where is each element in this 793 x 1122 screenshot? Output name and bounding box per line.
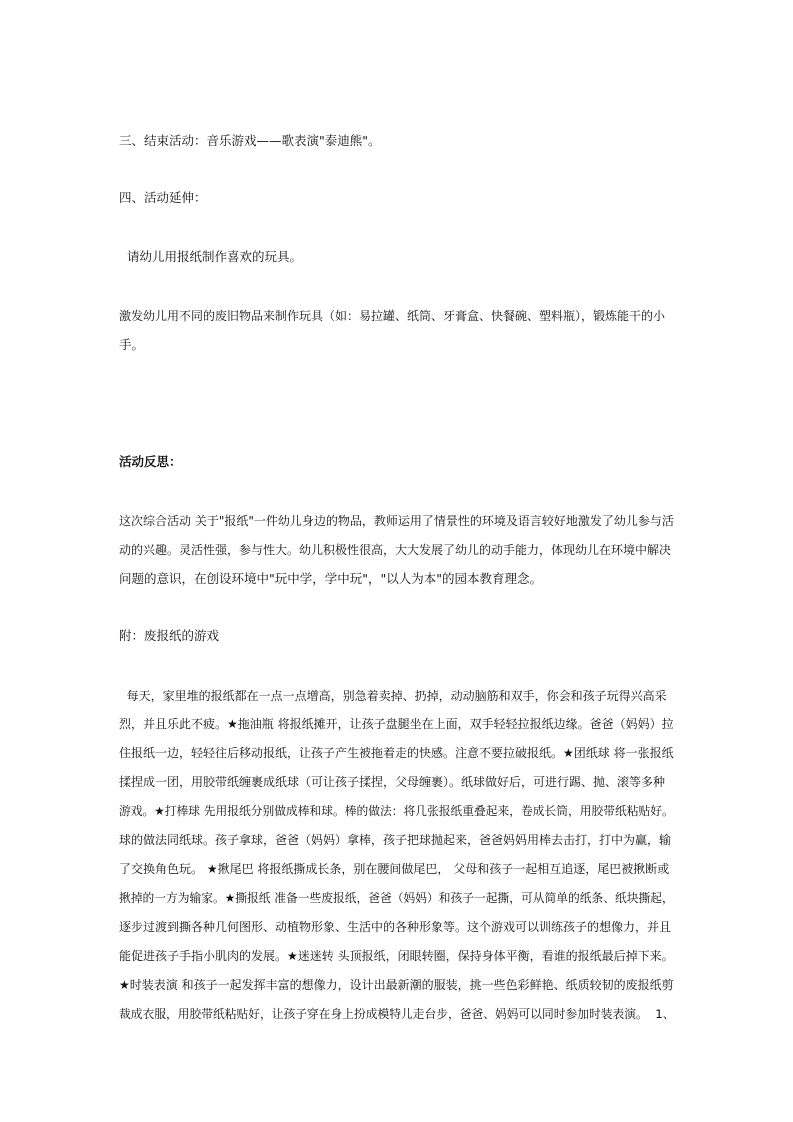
appendix-line-2: 烈，并且乐此不疲。★拖油瓶 将报纸摊开，让孩子盘腿坐在上面，双手轻轻拉报纸边缘。爸爸（妈妈）拉 bbox=[119, 717, 674, 731]
section-4-paragraph-2-line-2: 手。 bbox=[119, 337, 145, 352]
appendix-line-12: 裁成衣服，用胶带纸粘贴好，让孩子穿在身上扮成模特儿走台步，爸爸、妈妈可以同时参加时装表演。 1、 bbox=[119, 1007, 675, 1021]
appendix-line-4: 揉捏成一团，用胶带纸缠裹成纸球（可让孩子揉捏，父母缠裹）。纸球做好后，可进行踢、抛、滚等多种 bbox=[119, 775, 666, 789]
reflection-line-2: 动的兴趣。灵活性强，参与性大。幼儿积极性很高，大大发展了幼儿的动手能力，体现幼儿在环境中解决 bbox=[119, 543, 672, 557]
appendix-line-10: 能促进孩子手指小肌肉的发展。★迷迷转 头顶报纸，闭眼转圈，保持身体平衡，看谁的报纸最后掉下来。 bbox=[119, 949, 674, 963]
appendix-line-1: 每天，家里堆的报纸都在一点一点增高，别急着卖掉、扔掉，动动脑筋和双手，你会和孩子玩得兴高采 bbox=[119, 689, 667, 703]
reflection-line-1: 这次综合活动 关于"报纸"一件幼儿身边的物品，教师运用了情景性的环境及语言较好地激发了幼儿参与活 bbox=[119, 514, 674, 528]
appendix-line-9: 逐步过渡到撕各种几何图形、动植物形象、生活中的各种形象等。这个游戏可以训练孩子的想像力，并且 bbox=[119, 920, 672, 934]
appendix-line-6: 球的做法同纸球。孩子拿球，爸爸（妈妈）拿棒，孩子把球抛起来，爸爸妈妈用棒去击打，打中为赢，输 bbox=[119, 833, 672, 847]
appendix-line-3: 住报纸一边，轻轻往后移动报纸，让孩子产生被拖着走的快感。注意不要拉破报纸。★团纸球 将一张报纸 bbox=[119, 746, 674, 760]
reflection-line-3: 问题的意识，在创设环境中"玩中学，学中玩"，"以人为本"的园本教育理念。 bbox=[119, 571, 542, 586]
section-4-paragraph-1: 请幼儿用报纸制作喜欢的玩具。 bbox=[119, 249, 302, 264]
appendix-line-8: 揪掉的一方为输家。★撕报纸 准备一些废报纸，爸爸（妈妈）和孩子一起撕，可从简单的纸条、纸块撕起， bbox=[119, 891, 674, 905]
appendix-line-7: 了交换角色玩。 ★揪尾巴 将报纸撕成长条，别在腰间做尾巴， 父母和孩子一起相互追逐，尾巴被揪断或 bbox=[119, 862, 670, 876]
section-3-text: 三、结束活动：音乐游戏——歌表演"泰迪熊"。 bbox=[119, 133, 381, 148]
reflection-heading: 活动反思： bbox=[119, 454, 182, 469]
appendix-line-5: 游戏。★打棒球 先用报纸分别做成棒和球。棒的做法：将几张报纸重叠起来，卷成长筒，用胶带纸粘贴好。 bbox=[119, 804, 674, 818]
section-4-paragraph-2-line-1: 激发幼儿用不同的废旧物品来制作玩具（如：易拉罐、纸筒、牙膏盒、快餐碗、塑料瓶），锻炼能干的小 bbox=[119, 309, 666, 323]
appendix-heading: 附：废报纸的游戏 bbox=[119, 628, 220, 643]
appendix-line-11: ★时装表演 和孩子一起发挥丰富的想像力，设计出最新潮的服装，挑一些色彩鲜艳、纸质较韧的废报纸剪 bbox=[119, 978, 674, 992]
section-4-heading: 四、活动延伸： bbox=[119, 190, 207, 205]
